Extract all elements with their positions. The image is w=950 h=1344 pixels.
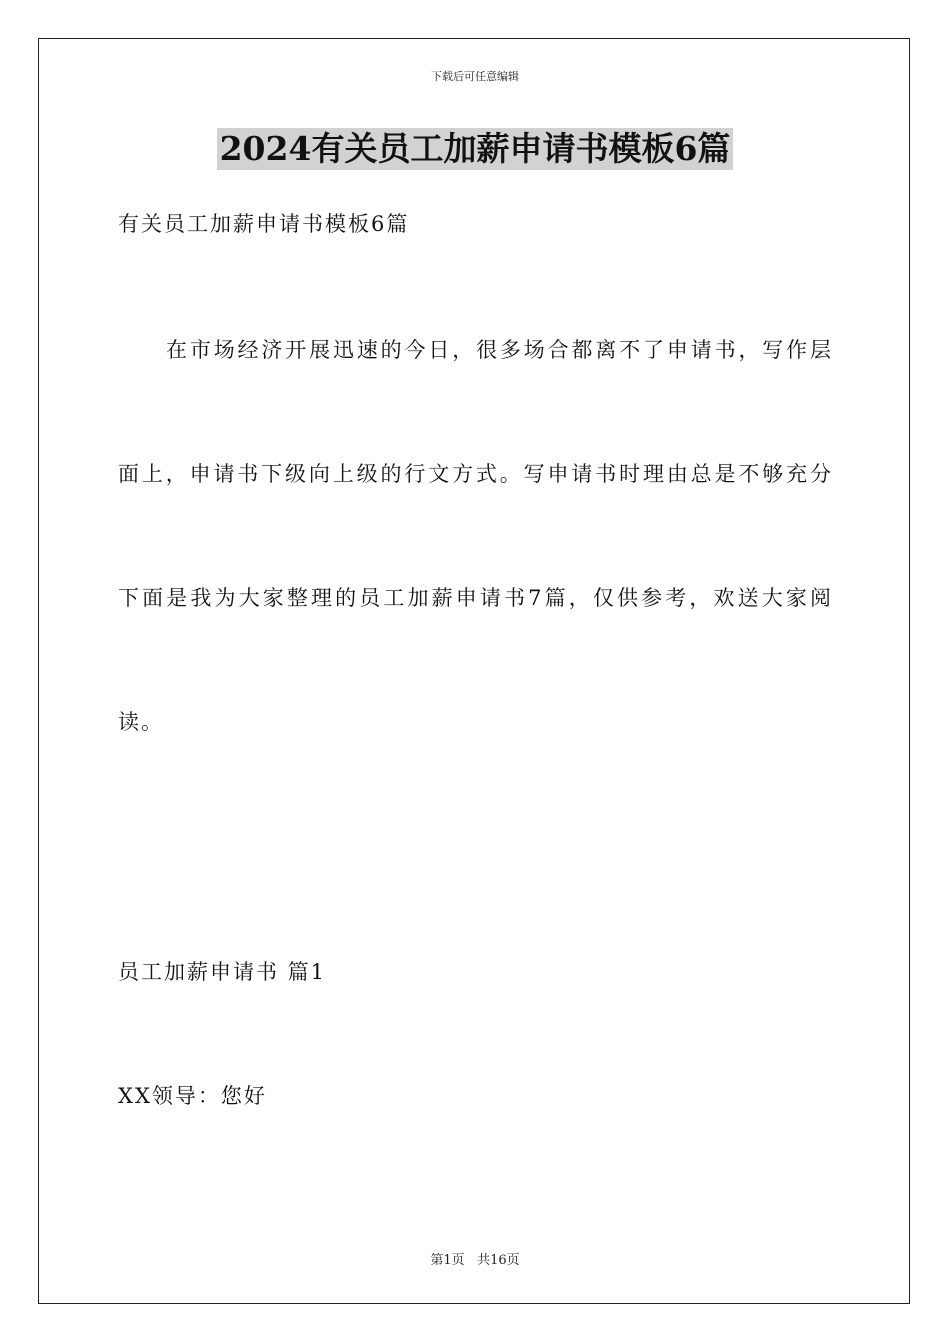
intro-line-2: 面上，申请书下级向上级的行文方式。写申请书时理由总是不够充分 [118, 462, 831, 486]
page-number: 第1页 [430, 1253, 465, 1268]
intro-line-4: 读。 [118, 710, 164, 734]
page-total: 共16页 [477, 1253, 520, 1268]
section-heading: 员工加薪申请书 篇1 [118, 960, 327, 984]
title-container [0, 128, 950, 170]
intro-line-1: 在市场经济开展迅速的今日，很多场合都离不了申请书，写作层 [166, 338, 831, 362]
header-note: 下载后可任意编辑 [431, 70, 519, 83]
salutation: XX领导：您好 [118, 1084, 267, 1108]
document-title: 2024有关员工加薪申请书模板6篇 [217, 128, 734, 170]
document-subtitle: 有关员工加薪申请书模板6篇 [118, 212, 410, 236]
page-footer [0, 1249, 950, 1268]
intro-line-3: 下面是我为大家整理的员工加薪申请书7篇，仅供参考，欢送大家阅 [118, 586, 831, 610]
